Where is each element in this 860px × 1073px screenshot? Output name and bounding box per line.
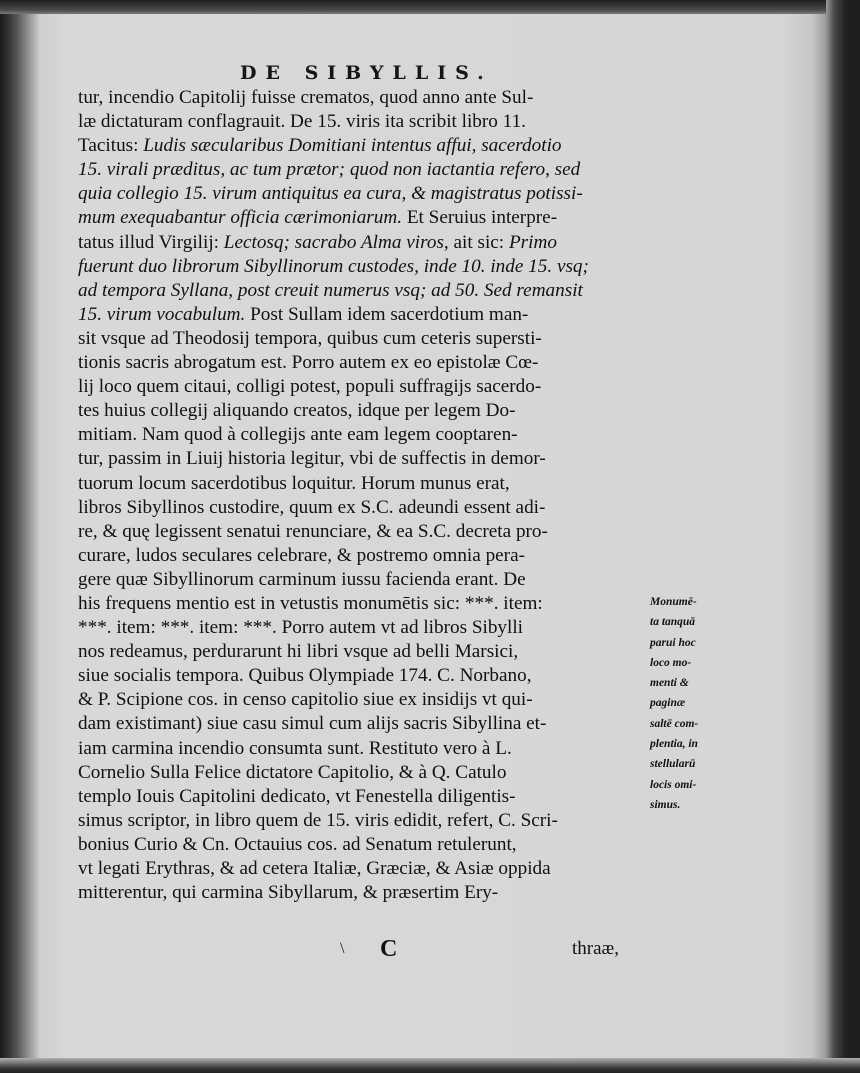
roman-segment: dam existimant) siue casu simul cum alijs sacris Sibyllina et- bbox=[78, 713, 547, 735]
body-line bbox=[78, 496, 658, 520]
italic-segment: quia collegio 15. virum antiquitus ea cura, & magistratus potissi- bbox=[78, 183, 583, 205]
body-line bbox=[78, 737, 658, 761]
italic-segment: 15. virum vocabulum. bbox=[78, 303, 246, 325]
roman-segment: læ dictaturam conflagrauit. De 15. viris ita scribit libro 11. bbox=[78, 111, 526, 133]
roman-segment: ***. item: ***. item: ***. Porro autem vt ad libros Sibylli bbox=[78, 617, 524, 639]
italic-segment: fuerunt duo librorum Sibyllinorum custodes, inde 10. inde 15. vsq; bbox=[78, 255, 589, 277]
roman-segment: templo Iouis Capitolini dedicato, vt Fenestella diligentis- bbox=[78, 785, 516, 807]
roman-segment: libros Sibyllinos custodire, quum ex S.C. adeundi essent adi- bbox=[78, 496, 546, 518]
body-line bbox=[78, 182, 658, 206]
body-line bbox=[78, 881, 658, 905]
roman-segment: bonius Curio & Cn. Octauius cos. ad Senatum retulerunt, bbox=[78, 833, 517, 855]
italic-segment: Lectosq; sacrabo Alma viros, bbox=[223, 231, 449, 253]
body-line bbox=[78, 472, 658, 496]
body-line bbox=[78, 255, 658, 279]
italic-segment: ad tempora Syllana, post creuit numerus vsq; ad 50. Sed remansit bbox=[78, 279, 583, 301]
roman-segment: ait sic: bbox=[448, 231, 509, 253]
roman-segment: tur, passim in Liuij historia legitur, vbi de suffectis in demor- bbox=[78, 448, 546, 470]
margin-note-line: plentia, in bbox=[650, 738, 698, 751]
roman-segment: Cornelio Sulla Felice dictatore Capitolio, & à Q. Catulo bbox=[78, 761, 507, 783]
margin-note-line: menti & bbox=[650, 677, 689, 690]
roman-segment: vt legati Erythras, & ad cetera Italiæ, Græciæ, & Asiæ oppida bbox=[78, 858, 551, 879]
catchword: thraæ, bbox=[572, 938, 619, 959]
signature-mark: C bbox=[380, 936, 398, 962]
body-line bbox=[78, 86, 658, 110]
roman-segment: his frequens mentio est in vetustis monumētis sic: ***. item: bbox=[78, 592, 543, 614]
margin-note-line: saltē com- bbox=[650, 717, 699, 730]
roman-segment: & P. Scipione cos. in censo capitolio siue ex insidijs vt qui- bbox=[78, 689, 533, 711]
body-line bbox=[78, 279, 658, 303]
margin-note-line: Monumē- bbox=[650, 596, 697, 608]
body-line bbox=[78, 544, 658, 568]
body-line bbox=[78, 375, 658, 399]
roman-segment: lij loco quem citaui, colligi potest, populi suffragijs sacerdo- bbox=[78, 376, 542, 398]
roman-segment: mitterentur, qui carmina Sibyllarum, & præsertim Ery- bbox=[78, 882, 499, 904]
roman-segment: Post Sullam idem sacerdotium man- bbox=[245, 303, 529, 325]
body-line bbox=[78, 399, 658, 423]
roman-segment: tatus illud Virgilij: bbox=[78, 231, 224, 253]
roman-segment: iam carmina incendio consumta sunt. Restituto vero à L. bbox=[78, 737, 512, 759]
tick-mark: \ bbox=[340, 940, 345, 957]
body-line bbox=[78, 833, 658, 857]
body-line bbox=[78, 134, 658, 158]
body-line bbox=[78, 809, 658, 833]
italic-segment: mum exequabantur officia cærimoniarum. bbox=[78, 207, 403, 229]
roman-segment: simus scriptor, in libro quem de 15. viris edidit, refert, C. Scri- bbox=[78, 809, 558, 831]
roman-segment: tes huius collegij aliquando creatos, idque per legem Do- bbox=[78, 400, 516, 422]
body-line bbox=[78, 303, 658, 327]
margin-note bbox=[650, 592, 740, 815]
body-line bbox=[78, 857, 658, 881]
body-line bbox=[78, 110, 658, 134]
body-line bbox=[78, 206, 658, 230]
roman-segment: siue socialis tempora. Quibus Olympiade 174. C. Norbano, bbox=[78, 665, 532, 687]
italic-segment: Primo bbox=[508, 231, 557, 253]
body-line bbox=[78, 664, 658, 688]
body-text bbox=[78, 86, 658, 905]
roman-segment: tionis sacris abrogatum est. Porro autem ex eo epistolæ Cœ- bbox=[78, 352, 539, 374]
roman-segment: gere quæ Sibyllinorum carminum iussu facienda erant. De bbox=[78, 568, 526, 590]
page-top-edge bbox=[0, 0, 860, 14]
margin-note-line: locis omi- bbox=[650, 778, 697, 791]
margin-note-line: stellularū bbox=[650, 758, 696, 771]
body-line bbox=[78, 712, 658, 736]
margin-note-line: loco mo- bbox=[650, 656, 692, 669]
body-line bbox=[78, 785, 658, 809]
roman-segment: Et Seruius interpre- bbox=[402, 207, 558, 229]
roman-segment: tuorum locum sacerdotibus loquitur. Horum munus erat, bbox=[78, 472, 510, 494]
italic-segment: Ludis sæcularibus Domitiani intentus affui, sacerdotio bbox=[143, 135, 562, 157]
body-line bbox=[78, 616, 658, 640]
roman-segment: re, & quę legissent senatui renunciare, & ea S.C. decreta pro- bbox=[78, 520, 548, 542]
body-line bbox=[78, 568, 658, 592]
body-line bbox=[78, 520, 658, 544]
body-line bbox=[78, 688, 658, 712]
roman-segment: Tacitus: bbox=[78, 135, 144, 157]
margin-note-line: ta tanquā bbox=[650, 616, 696, 629]
body-line bbox=[78, 423, 658, 447]
running-head: DE SIBYLLIS. bbox=[240, 62, 493, 84]
body-line bbox=[78, 327, 658, 351]
margin-note-line: simus. bbox=[650, 798, 681, 811]
italic-segment: 15. virali præditus, ac tum prætor; quod non iactantia refero, sed bbox=[78, 159, 581, 181]
body-line bbox=[78, 761, 658, 785]
body-line bbox=[78, 231, 658, 255]
margin-note-line: parui hoc bbox=[650, 636, 696, 649]
body-line bbox=[78, 351, 658, 375]
roman-segment: tur, incendio Capitolij fuisse crematos, quod anno ante Sul- bbox=[78, 87, 534, 108]
page-gutter-shadow bbox=[826, 0, 860, 1073]
roman-segment: curare, ludos seculares celebrare, & postremo omnia pera- bbox=[78, 544, 525, 566]
body-line bbox=[78, 592, 658, 616]
body-line bbox=[78, 640, 658, 664]
roman-segment: mitiam. Nam quod à collegijs ante eam legem cooptaren- bbox=[78, 424, 518, 446]
roman-segment: nos redeamus, perdurarunt hi libri vsque ad belli Marsici, bbox=[78, 641, 519, 663]
body-line bbox=[78, 158, 658, 182]
margin-note-line: paginæ bbox=[650, 697, 686, 710]
body-line bbox=[78, 447, 658, 471]
page-bottom-edge bbox=[0, 1058, 860, 1073]
roman-segment: sit vsque ad Theodosij tempora, quibus cum ceteris supersti- bbox=[78, 327, 542, 349]
